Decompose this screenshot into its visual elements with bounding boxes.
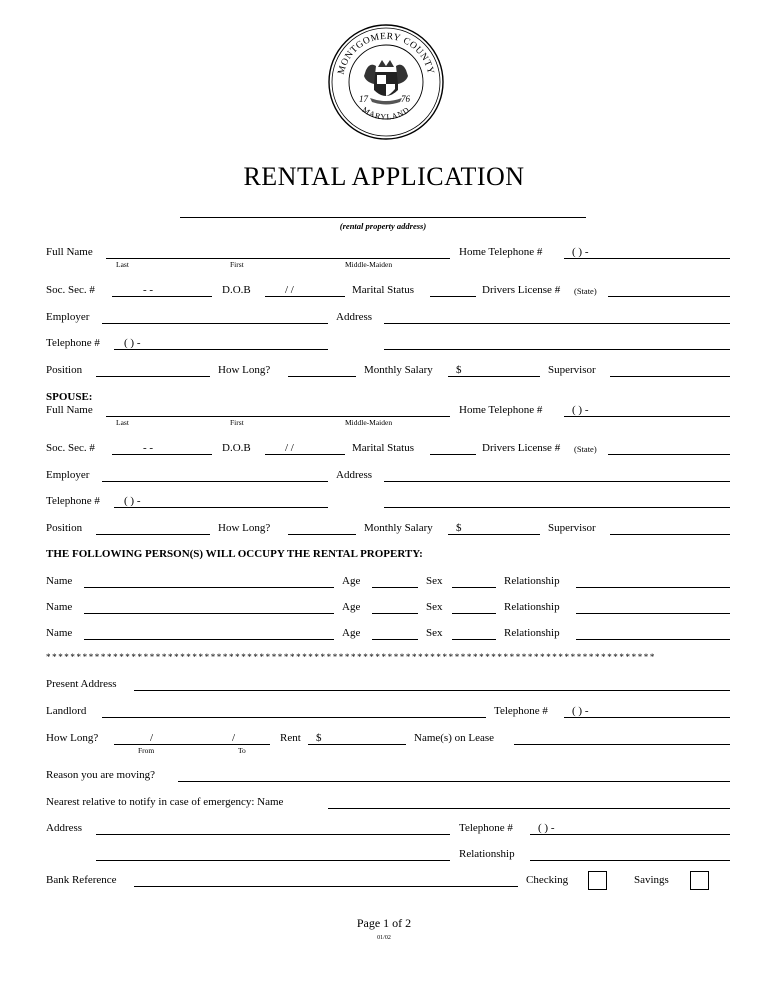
employer-address-field[interactable] <box>384 323 730 324</box>
position-field[interactable] <box>96 376 210 377</box>
supervisor-label: Supervisor <box>548 364 596 376</box>
employer-address-line-2[interactable] <box>384 349 730 350</box>
employer-label: Employer <box>46 311 90 323</box>
spouse-full-name-label: Full Name <box>46 404 93 416</box>
home-telephone-label: Home Telephone # <box>459 246 543 258</box>
spouse-first-caption: First <box>230 418 244 427</box>
occupant-1-name-field[interactable] <box>84 587 334 588</box>
dob-format: / / <box>285 284 294 296</box>
occupant-1-age-label: Age <box>342 575 361 587</box>
spouse-monthly-salary-dollar: $ <box>456 522 462 534</box>
rent-dollar: $ <box>316 732 322 744</box>
spouse-employer-field[interactable] <box>102 481 328 482</box>
checking-label: Checking <box>526 874 569 886</box>
savings-label: Savings <box>634 874 669 886</box>
spouse-dob-label: D.O.B <box>222 442 251 454</box>
rent-field[interactable] <box>308 744 406 745</box>
spouse-position-field[interactable] <box>96 534 210 535</box>
reason-moving-field[interactable] <box>178 781 730 782</box>
occupant-1-relationship-field[interactable] <box>576 587 730 588</box>
reason-moving-label: Reason you are moving? <box>46 769 156 781</box>
drivers-license-field[interactable] <box>608 296 730 297</box>
spouse-marital-status-label: Marital Status <box>352 442 415 454</box>
supervisor-field[interactable] <box>610 376 730 377</box>
occupant-1-relationship-label: Relationship <box>504 575 560 587</box>
bank-reference-field[interactable] <box>134 886 518 887</box>
to-caption: To <box>238 746 246 755</box>
marital-status-label: Marital Status <box>352 284 415 296</box>
spouse-supervisor-label: Supervisor <box>548 522 596 534</box>
spouse-position-label: Position <box>46 522 83 534</box>
soc-sec-label: Soc. Sec. # <box>46 284 95 296</box>
spouse-employer-address-field[interactable] <box>384 481 730 482</box>
landlord-label: Landlord <box>46 705 87 717</box>
spouse-soc-sec-format: - - <box>143 442 154 454</box>
spouse-drivers-license-field[interactable] <box>608 454 730 455</box>
employer-address-label: Address <box>336 311 373 323</box>
residence-from-slash: / <box>150 732 154 744</box>
monthly-salary-field[interactable] <box>448 376 540 377</box>
first-caption: First <box>230 260 244 269</box>
landlord-telephone-field[interactable] <box>564 717 730 718</box>
dob-field[interactable] <box>265 296 345 297</box>
relative-telephone-format: ( ) - <box>538 822 555 834</box>
employer-telephone-format: ( ) - <box>124 337 141 349</box>
separator-line: **************************************************************************************************** <box>46 653 656 662</box>
employer-field[interactable] <box>102 323 328 324</box>
spouse-home-telephone-label: Home Telephone # <box>459 404 543 416</box>
how-long-field[interactable] <box>288 376 356 377</box>
occupant-2-name-label: Name <box>46 601 73 613</box>
occupant-1-name-label: Name <box>46 575 73 587</box>
spouse-employer-address-line-2[interactable] <box>384 507 730 508</box>
occupant-2-relationship-field[interactable] <box>576 613 730 614</box>
spouse-soc-sec-field[interactable] <box>112 454 212 455</box>
position-label: Position <box>46 364 83 376</box>
spouse-monthly-salary-field[interactable] <box>448 534 540 535</box>
spouse-state-caption: (State) <box>574 444 597 454</box>
residence-to-slash: / <box>232 732 236 744</box>
spouse-heading: SPOUSE: <box>46 391 93 403</box>
occupant-3-sex-field[interactable] <box>452 639 496 640</box>
state-caption: (State) <box>574 286 597 296</box>
occupant-1-sex-label: Sex <box>426 575 443 587</box>
spouse-home-telephone-field[interactable] <box>564 416 730 417</box>
page-number: Page 1 of 2 <box>356 916 412 930</box>
spouse-home-telephone-format: ( ) - <box>572 404 589 416</box>
occupant-3-relationship-field[interactable] <box>576 639 730 640</box>
marital-status-field[interactable] <box>430 296 476 297</box>
employer-telephone-field[interactable] <box>114 349 328 350</box>
spouse-soc-sec-label: Soc. Sec. # <box>46 442 95 454</box>
residence-how-long-field[interactable] <box>114 744 270 745</box>
bank-reference-label: Bank Reference <box>46 874 117 886</box>
occupant-1-sex-field[interactable] <box>452 587 496 588</box>
occupant-2-sex-field[interactable] <box>452 613 496 614</box>
spouse-how-long-label: How Long? <box>218 522 271 534</box>
occupant-3-name-field[interactable] <box>84 639 334 640</box>
occupant-2-name-field[interactable] <box>84 613 334 614</box>
middle-caption: Middle-Maiden <box>345 260 393 269</box>
landlord-telephone-label: Telephone # <box>494 705 548 717</box>
home-telephone-field[interactable] <box>564 258 730 259</box>
seal-top-text: MONTGOMERY COUNTY <box>336 31 436 76</box>
relative-address-line-2[interactable] <box>96 860 450 861</box>
spouse-dob-field[interactable] <box>265 454 345 455</box>
landlord-telephone-format: ( ) - <box>572 705 589 717</box>
spouse-dob-format: / / <box>285 442 294 454</box>
rental-property-address-field[interactable] <box>180 217 586 218</box>
relative-telephone-field[interactable] <box>530 834 730 835</box>
spouse-monthly-salary-label: Monthly Salary <box>364 522 433 534</box>
last-caption: Last <box>116 260 129 269</box>
nearest-relative-field[interactable] <box>328 808 730 809</box>
seal-year-left: 17 <box>359 94 368 104</box>
spouse-last-caption: Last <box>116 418 129 427</box>
relative-address-label: Address <box>46 822 83 834</box>
from-caption: From <box>138 746 155 755</box>
soc-sec-format: - - <box>143 284 154 296</box>
residence-how-long-label: How Long? <box>46 732 99 744</box>
occupant-3-sex-label: Sex <box>426 627 443 639</box>
relative-relationship-label: Relationship <box>459 848 515 860</box>
relative-relationship-field[interactable] <box>530 860 730 861</box>
savings-checkbox[interactable] <box>690 871 709 890</box>
landlord-field[interactable] <box>102 717 486 718</box>
occupant-1-age-field[interactable] <box>372 587 418 588</box>
seal-bottom-text: MARYLAND <box>360 105 412 122</box>
dob-label: D.O.B <box>222 284 251 296</box>
how-long-label: How Long? <box>218 364 271 376</box>
svg-text:MARYLAND <box>361 105 412 121</box>
full-name-field[interactable] <box>106 258 450 259</box>
occupant-3-relationship-label: Relationship <box>504 627 560 639</box>
employer-telephone-label: Telephone # <box>46 337 100 349</box>
spouse-employer-label: Employer <box>46 469 90 481</box>
occupant-3-age-label: Age <box>342 627 361 639</box>
names-on-lease-label: Name(s) on Lease <box>414 732 495 744</box>
rental-property-address-caption: (rental property address) <box>339 221 427 231</box>
home-telephone-format: ( ) - <box>572 246 589 258</box>
nearest-relative-label: Nearest relative to notify in case of emergency: Name <box>46 796 284 808</box>
spouse-supervisor-field[interactable] <box>610 534 730 535</box>
occupant-3-name-label: Name <box>46 627 73 639</box>
spouse-telephone-format: ( ) - <box>124 495 141 507</box>
spouse-middle-caption: Middle-Maiden <box>345 418 393 427</box>
spouse-how-long-field[interactable] <box>288 534 356 535</box>
spouse-employer-address-label: Address <box>336 469 373 481</box>
spouse-telephone-label: Telephone # <box>46 495 100 507</box>
present-address-label: Present Address <box>46 678 117 690</box>
relative-telephone-label: Telephone # <box>459 822 513 834</box>
full-name-label: Full Name <box>46 246 93 258</box>
relative-address-field[interactable] <box>96 834 450 835</box>
occupant-3-age-field[interactable] <box>372 639 418 640</box>
monthly-salary-dollar: $ <box>456 364 462 376</box>
spouse-drivers-license-label: Drivers License # <box>482 442 561 454</box>
rent-label: Rent <box>280 732 301 744</box>
montgomery-county-seal <box>326 22 446 142</box>
occupant-2-age-field[interactable] <box>372 613 418 614</box>
monthly-salary-label: Monthly Salary <box>364 364 433 376</box>
spouse-marital-status-field[interactable] <box>430 454 476 455</box>
drivers-license-label: Drivers License # <box>482 284 561 296</box>
seal-year-right: 76 <box>401 94 410 104</box>
occupants-heading: THE FOLLOWING PERSON(S) WILL OCCUPY THE RENTAL PROPERTY: <box>46 548 423 560</box>
present-address-field[interactable] <box>134 690 730 691</box>
occupant-2-relationship-label: Relationship <box>504 601 560 613</box>
spouse-telephone-field[interactable] <box>114 507 328 508</box>
form-code: 01/02 <box>377 935 391 941</box>
checking-checkbox[interactable] <box>588 871 607 890</box>
form-title: RENTAL APPLICATION <box>243 162 525 191</box>
occupant-2-age-label: Age <box>342 601 361 613</box>
spouse-full-name-field[interactable] <box>106 416 450 417</box>
names-on-lease-field[interactable] <box>514 744 730 745</box>
soc-sec-field[interactable] <box>112 296 212 297</box>
occupant-2-sex-label: Sex <box>426 601 443 613</box>
